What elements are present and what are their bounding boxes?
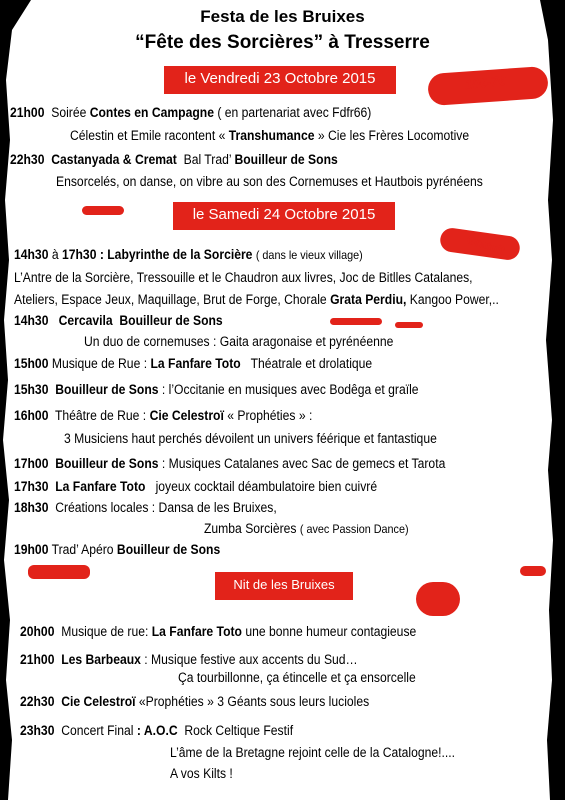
event-line: 22h30 Castanyada & Cremat Bal Trad’ Bouilleur de Sons	[10, 152, 338, 167]
event-time: 17h30	[14, 479, 49, 494]
event-line	[14, 313, 223, 329]
event-time: 14h30	[14, 247, 49, 262]
event-time: 23h30	[20, 723, 55, 738]
price-sticker: 10€-7€	[464, 72, 507, 93]
event-time: 20h00	[20, 624, 55, 639]
event-time: 16h00	[14, 408, 49, 423]
band-name: Bouilleur de Sons	[55, 382, 159, 397]
event-time: 17h30 :	[61, 247, 104, 262]
event-line: 15h00 Musique de Rue : La Fanfare Toto Théatrale et drolatique	[14, 356, 373, 371]
event-time: 22h30	[10, 152, 45, 167]
event-detail: A vos Kilts !	[170, 766, 233, 781]
event-time: 15h30	[14, 382, 49, 397]
free-sticker: Gratuit	[464, 232, 507, 258]
band-name: Bouilleur de Sons	[119, 313, 223, 328]
band-name: Bouilleur de Sons	[55, 456, 159, 471]
event-title: Cercavila	[58, 313, 113, 328]
event-line: 17h30 La Fanfare Toto joyeux cocktail déambulatoire bien cuivré	[14, 479, 378, 494]
event-time: 21h00	[10, 105, 45, 120]
event-detail: Ensorcelés, on danse, on vibre au son des Cornemuses et Hautbois pyrénéens	[56, 174, 483, 189]
event-line: 22h30 Cie Celestroï «Prophéties » 3 Géants sous leurs lucioles	[20, 694, 370, 709]
red-paint-splatter	[28, 565, 90, 579]
section-banner-saturday: le Samedi 24 Octobre 2015	[173, 202, 395, 230]
red-paint-splatter	[395, 322, 423, 328]
event-time: 18h30	[14, 500, 49, 515]
band-name: Bouilleur de Sons	[234, 152, 338, 167]
event-detail: Zumba Sorcières ( avec Passion Dance)	[204, 521, 409, 536]
event-detail: Célestin et Emile racontent « Transhumance » Cie les Frères Locomotive	[70, 128, 470, 143]
event-detail: Un duo de cornemuses : Gaita aragonaise et pyrénéenne	[84, 334, 394, 349]
event-detail: L’Antre de la Sorcière, Tressouille et le Chaudron aux livres, Joc de Bitlles Catalanes,	[14, 270, 473, 285]
event-title: : A.O.C	[136, 723, 178, 738]
event-title: La Fanfare Toto	[150, 356, 241, 371]
red-paint-splatter	[416, 582, 460, 616]
event-line: 21h00 Les Barbeaux : Musique festive aux accents du Sud…	[20, 652, 358, 667]
event-line: 23h30 Concert Final : A.O.C Rock Celtique Festif	[20, 723, 294, 738]
event-title: Les Barbeaux	[61, 652, 141, 667]
red-paint-splatter	[520, 566, 546, 576]
event-detail: Ateliers, Espace Jeux, Maquillage, Brut de Forge, Chorale Grata Perdiu, Kangoo Power,..	[14, 292, 499, 307]
event-time: 17h00	[14, 456, 49, 471]
section-banner-friday: le Vendredi 23 Octobre 2015	[164, 66, 396, 94]
poster-subtitle: “Fête des Sorcières” à Tresserre	[135, 32, 430, 53]
event-title: Contes en Campagne	[89, 105, 214, 120]
red-paint-splatter	[330, 318, 382, 325]
event-line: 20h00 Musique de rue: La Fanfare Toto une bonne humeur contagieuse	[20, 624, 417, 639]
event-time: 14h30	[14, 313, 49, 328]
event-line: 21h00 Soirée Contes en Campagne ( en partenariat avec Fdfr66)	[10, 105, 372, 120]
event-line: 14h30 à 17h30 : Labyrinthe de la Sorcière ( dans le vieux village)	[14, 247, 363, 262]
event-time: 15h00	[14, 356, 49, 371]
event-title: La Fanfare Toto	[151, 624, 242, 639]
event-line: 18h30 Créations locales : Dansa de les Bruixes,	[14, 500, 277, 515]
event-title: La Fanfare Toto	[55, 479, 146, 494]
event-line: 17h00 Bouilleur de Sons : Musiques Catalanes avec Sac de gemecs et Tarota	[14, 456, 446, 471]
event-line: 15h30 Bouilleur de Sons : l’Occitanie en musiques avec Bodêga et graïle	[14, 382, 419, 397]
event-time: 21h00	[20, 652, 55, 667]
event-detail: Ça tourbillonne, ça étincelle et ça ensorcelle	[178, 670, 416, 685]
event-time: 19h00	[14, 542, 49, 557]
section-banner-night: Nit de les Bruixes	[215, 572, 353, 600]
red-paint-splatter	[82, 206, 124, 215]
event-title: Transhumance	[228, 128, 315, 143]
band-name: Bouilleur de Sons	[116, 542, 221, 557]
event-detail: 3 Musiciens haut perchés dévoilent un univers féérique et fantastique	[64, 431, 437, 446]
event-detail: L’âme de la Bretagne rejoint celle de la Catalogne!....	[170, 745, 456, 760]
event-time: 22h30	[20, 694, 55, 709]
event-line: 19h00 Trad’ Apéro Bouilleur de Sons	[14, 542, 221, 557]
event-line: 16h00 Théâtre de Rue : Cie Celestroï « Prophéties » :	[14, 408, 313, 423]
event-title: Cie Celestroï	[61, 694, 136, 709]
event-title: Labyrinthe de la Sorcière	[107, 247, 253, 262]
event-title: Castanyada & Cremat	[51, 152, 177, 167]
event-title: Cie Celestroï	[149, 408, 224, 423]
poster-title: Festa de les Bruixes	[200, 7, 365, 26]
